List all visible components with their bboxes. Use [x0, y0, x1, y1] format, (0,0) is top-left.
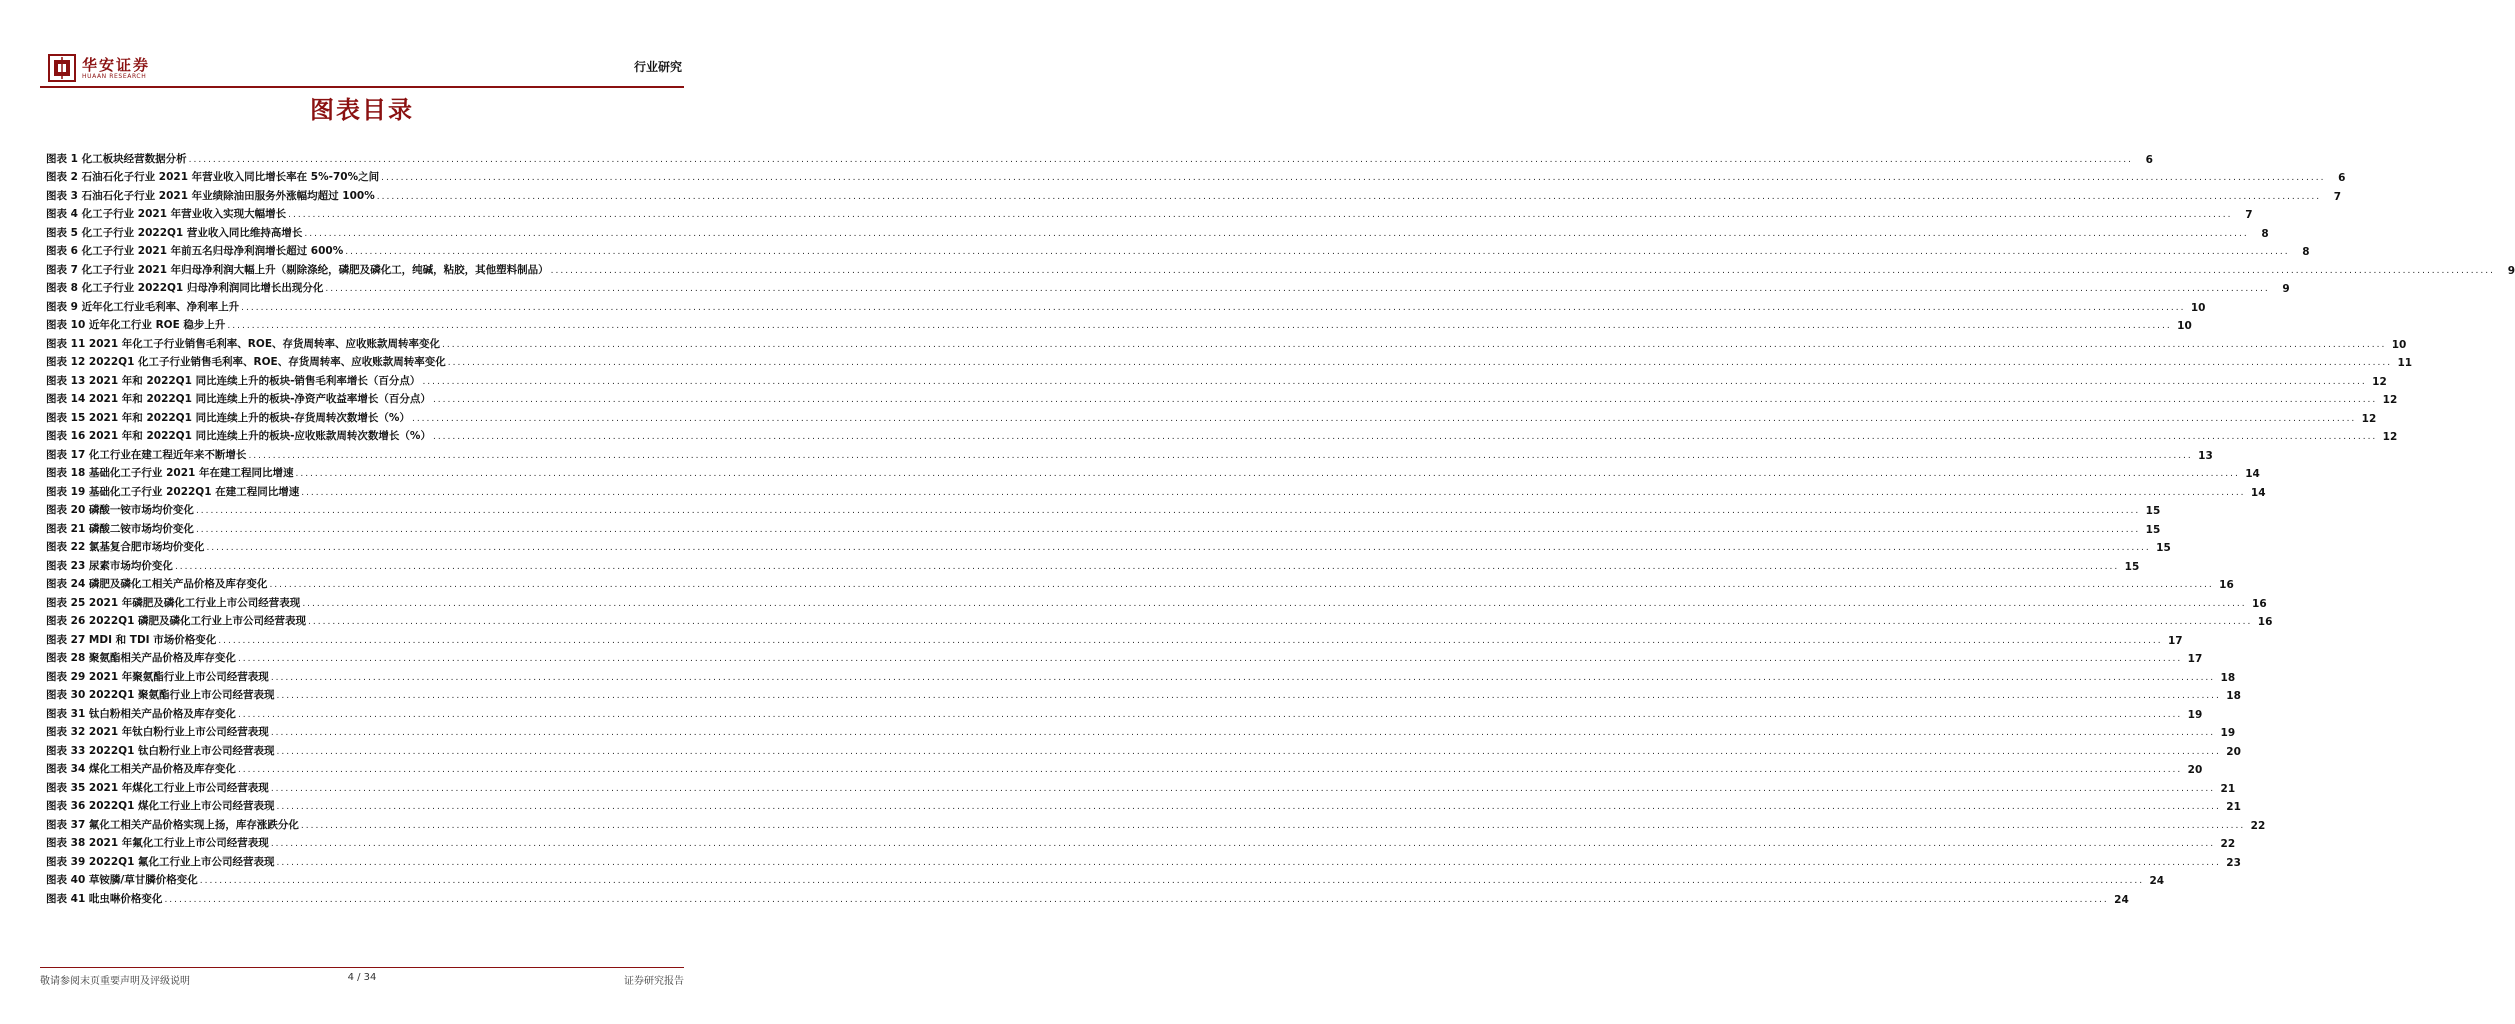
- toc-entry[interactable]: [46, 499, 2161, 518]
- toc-leader-dots: ................................................................................................................................................................................................................................................................................................................................................................................................................: [300, 820, 2246, 831]
- toc-entry-page: 21: [2220, 782, 2236, 795]
- toc-leader-dots: ................................................................................................................................................................................................................................................................................................................................................................................................................: [270, 783, 2216, 794]
- toc-entry[interactable]: [46, 665, 2236, 684]
- toc-entry-page: 7: [2333, 190, 2342, 203]
- toc-entry[interactable]: [46, 147, 2153, 166]
- toc-entry[interactable]: [46, 295, 2206, 314]
- toc-entry-label: 图表 20 磷酸一铵市场均价变化: [46, 504, 194, 516]
- seal-icon: [48, 54, 76, 82]
- toc-leader-dots: ................................................................................................................................................................................................................................................................................................................................................................................................................: [218, 635, 2163, 646]
- toc-leader-dots: ................................................................................................................................................................................................................................................................................................................................................................................................................: [301, 487, 2246, 498]
- toc-entry-label: 图表 38 2021 年氟化工行业上市公司经营表现: [46, 837, 269, 849]
- toc-entry-page: 20: [2226, 745, 2241, 758]
- toc-entry-page: 6: [2145, 153, 2153, 166]
- header-divider: [40, 86, 684, 88]
- toc-entry-label: 图表 40 草铵膦/草甘膦价格变化: [46, 874, 198, 886]
- toc-entry-page: 16: [2257, 616, 2273, 628]
- toc-entry-page: 22: [2220, 838, 2236, 850]
- toc-leader-dots: ................................................................................................................................................................................................................................................................................................................................................................................................................: [550, 265, 2495, 276]
- toc-entry-label: 图表 31 钛白粉相关产品价格及库存变化: [46, 707, 236, 720]
- toc-entry[interactable]: [46, 610, 2273, 629]
- toc-entry-label: 图表 12 2022Q1 化工子行业销售毛利率、ROE、存货周转率、应收账款周转率变化: [46, 356, 446, 368]
- toc-entry-page: 9: [2282, 283, 2290, 295]
- toc-entry[interactable]: [46, 480, 2266, 499]
- toc-entry[interactable]: [46, 221, 2269, 240]
- toc-entry-label: 图表 15 2021 年和 2022Q1 同比连续上升的板块-存货周转次数增长（%）: [46, 411, 410, 424]
- toc-entry-page: 16: [2219, 579, 2234, 591]
- toc-entry-page: 15: [2156, 542, 2171, 554]
- toc-entry-page: 15: [2145, 523, 2161, 536]
- toc-entry-label: 图表 23 尿素市场均价变化: [46, 559, 173, 572]
- toc-leader-dots: ................................................................................................................................................................................................................................................................................................................................................................................................................: [288, 210, 2233, 220]
- toc-leader-dots: ................................................................................................................................................................................................................................................................................................................................................................................................................: [325, 284, 2270, 294]
- toc-entry-page: 12: [2361, 412, 2377, 425]
- toc-entry-page: 15: [2124, 560, 2140, 573]
- toc-entry[interactable]: [46, 351, 2413, 370]
- toc-entry-page: 9: [2507, 264, 2515, 277]
- toc-entry-label: 图表 34 煤化工相关产品价格及库存变化: [46, 763, 236, 775]
- toc-leader-dots: ................................................................................................................................................................................................................................................................................................................................................................................................................: [164, 894, 2109, 905]
- toc-leader-dots: ................................................................................................................................................................................................................................................................................................................................................................................................................: [376, 191, 2322, 202]
- toc-leader-dots: ................................................................................................................................................................................................................................................................................................................................................................................................................: [241, 302, 2186, 313]
- toc-entry[interactable]: [46, 184, 2342, 203]
- toc-entry-label: 图表 2 石油石化子行业 2021 年营业收入同比增长率在 5%-70%之间: [46, 171, 380, 183]
- toc-entry-label: 图表 18 基础化工子行业 2021 年在建工程同比增速: [46, 467, 294, 479]
- toc-entry-page: 8: [2302, 246, 2310, 258]
- toc-leader-dots: ................................................................................................................................................................................................................................................................................................................................................................................................................: [432, 395, 2378, 405]
- toc-entry-label: 图表 6 化工子行业 2021 年前五名归母净利润增长超过 600%: [46, 245, 344, 257]
- toc-entry-page: 12: [2382, 394, 2398, 406]
- toc-entry-label: 图表 27 MDI 和 TDI 市场价格变化: [46, 633, 217, 646]
- toc-entry-label: 图表 35 2021 年煤化工行业上市公司经营表现: [46, 781, 269, 794]
- brand-name-en: HUAAN RESEARCH: [82, 73, 147, 80]
- toc-entry[interactable]: [46, 887, 2129, 906]
- report-category: 行业研究: [633, 60, 682, 74]
- toc-entry[interactable]: [46, 369, 2387, 388]
- toc-entry-label: 图表 19 基础化工子行业 2022Q1 在建工程同比增速: [46, 485, 300, 498]
- toc-entry-page: 15: [2145, 505, 2161, 517]
- toc-entry[interactable]: [46, 813, 2266, 832]
- toc-entry-page: 20: [2187, 764, 2203, 776]
- toc-entry[interactable]: [46, 647, 2203, 666]
- toc-entry-label: 图表 9 近年化工行业毛利率、净利率上升: [46, 300, 240, 313]
- toc-entry-label: 图表 36 2022Q1 煤化工行业上市公司经营表现: [46, 800, 275, 812]
- toc-entry-page: 23: [2226, 856, 2241, 869]
- toc-entry-page: 24: [2149, 875, 2165, 887]
- toc-leader-dots: ................................................................................................................................................................................................................................................................................................................................................................................................................: [237, 654, 2183, 664]
- toc-entry[interactable]: [46, 573, 2234, 592]
- toc-leader-dots: ................................................................................................................................................................................................................................................................................................................................................................................................................: [206, 543, 2151, 553]
- toc-entry-page: 12: [2382, 431, 2398, 443]
- toc-leader-dots: ................................................................................................................................................................................................................................................................................................................................................................................................................: [270, 839, 2216, 849]
- toc-leader-dots: ................................................................................................................................................................................................................................................................................................................................................................................................................: [302, 598, 2247, 609]
- toc-entry-page: 12: [2372, 375, 2387, 388]
- toc-entry[interactable]: [46, 591, 2267, 610]
- toc-entry-label: 图表 25 2021 年磷肥及磷化工行业上市公司经营表现: [46, 596, 301, 609]
- toc-leader-dots: ................................................................................................................................................................................................................................................................................................................................................................................................................: [381, 173, 2326, 183]
- toc-entry[interactable]: [46, 776, 2236, 795]
- toc-entry[interactable]: [46, 869, 2165, 888]
- toc-entry-label: 图表 26 2022Q1 磷肥及磷化工行业上市公司经营表现: [46, 615, 307, 627]
- toc-entry-page: 18: [2220, 671, 2236, 684]
- toc-entry-page: 10: [2190, 301, 2206, 314]
- toc-leader-dots: ................................................................................................................................................................................................................................................................................................................................................................................................................: [276, 857, 2221, 868]
- toc-leader-dots: ................................................................................................................................................................................................................................................................................................................................................................................................................: [295, 469, 2240, 479]
- disclaimer-note: 敬请参阅末页重要声明及评级说明: [40, 976, 190, 987]
- toc-entry[interactable]: [46, 702, 2203, 721]
- toc-entry-label: 图表 16 2021 年和 2022Q1 同比连续上升的板块-应收账款周转次数增长（%）: [46, 430, 431, 442]
- toc-leader-dots: ................................................................................................................................................................................................................................................................................................................................................................................................................: [195, 506, 2141, 516]
- toc-entry-page: 10: [2177, 320, 2192, 332]
- toc-entry-page: 16: [2252, 597, 2267, 610]
- toc-entry-label: 图表 14 2021 年和 2022Q1 同比连续上升的板块-净资产收益率增长（百分点）: [46, 393, 431, 405]
- toc-leader-dots: ................................................................................................................................................................................................................................................................................................................................................................................................................: [422, 376, 2367, 387]
- toc-entry-page: 24: [2114, 893, 2129, 906]
- page-number: 4 / 34: [347, 972, 377, 983]
- toc-leader-dots: ................................................................................................................................................................................................................................................................................................................................................................................................................: [276, 802, 2221, 812]
- toc-entry[interactable]: [46, 758, 2203, 777]
- toc-entry[interactable]: [46, 628, 2183, 647]
- toc-entry-page: 11: [2397, 357, 2413, 369]
- toc-entry-label: 图表 8 化工子行业 2022Q1 归母净利润同比增长出现分化: [46, 282, 324, 294]
- toc-entry-label: 图表 30 2022Q1 聚氨酯行业上市公司经营表现: [46, 689, 275, 701]
- toc-leader-dots: ................................................................................................................................................................................................................................................................................................................................................................................................................: [174, 561, 2120, 572]
- toc-entry[interactable]: [46, 832, 2236, 851]
- toc-leader-dots: ................................................................................................................................................................................................................................................................................................................................................................................................................: [188, 154, 2133, 165]
- toc-entry-page: 17: [2187, 653, 2203, 665]
- toc-leader-dots: ................................................................................................................................................................................................................................................................................................................................................................................................................: [304, 228, 2249, 239]
- toc-leader-dots: ................................................................................................................................................................................................................................................................................................................................................................................................................: [447, 358, 2393, 368]
- figure-list: [46, 147, 2515, 906]
- brand-name-cn: 华安证券: [82, 56, 151, 74]
- toc-entry-label: 图表 24 磷肥及磷化工相关产品价格及库存变化: [46, 578, 268, 590]
- toc-leader-dots: ................................................................................................................................................................................................................................................................................................................................................................................................................: [237, 765, 2183, 775]
- page-title: 图表目录: [310, 96, 414, 124]
- toc-entry-page: 14: [2250, 486, 2266, 499]
- toc-entry-page: 22: [2250, 819, 2266, 832]
- toc-entry-page: 17: [2167, 634, 2183, 647]
- toc-entry[interactable]: [46, 517, 2161, 536]
- toc-leader-dots: ................................................................................................................................................................................................................................................................................................................................................................................................................: [199, 876, 2145, 886]
- toc-entry-label: 图表 21 磷酸二铵市场均价变化: [46, 522, 194, 535]
- toc-entry[interactable]: [46, 850, 2241, 869]
- toc-entry[interactable]: [46, 739, 2241, 758]
- toc-entry[interactable]: [46, 332, 2407, 351]
- toc-leader-dots: ................................................................................................................................................................................................................................................................................................................................................................................................................: [442, 339, 2387, 350]
- toc-entry[interactable]: [46, 462, 2260, 481]
- toc-entry[interactable]: [46, 203, 2253, 222]
- toc-entry-label: 图表 4 化工子行业 2021 年营业收入实现大幅增长: [46, 208, 287, 220]
- toc-leader-dots: ................................................................................................................................................................................................................................................................................................................................................................................................................: [276, 746, 2221, 757]
- toc-leader-dots: ................................................................................................................................................................................................................................................................................................................................................................................................................: [308, 617, 2253, 627]
- toc-leader-dots: ................................................................................................................................................................................................................................................................................................................................................................................................................: [411, 413, 2357, 424]
- toc-entry[interactable]: [46, 795, 2241, 814]
- toc-entry-label: 图表 39 2022Q1 氟化工行业上市公司经营表现: [46, 855, 275, 868]
- toc-entry[interactable]: [46, 425, 2398, 444]
- toc-leader-dots: ................................................................................................................................................................................................................................................................................................................................................................................................................: [248, 450, 2193, 461]
- toc-entry-label: 图表 32 2021 年钛白粉行业上市公司经营表现: [46, 726, 269, 738]
- toc-leader-dots: ................................................................................................................................................................................................................................................................................................................................................................................................................: [227, 321, 2172, 331]
- toc-leader-dots: ................................................................................................................................................................................................................................................................................................................................................................................................................: [270, 672, 2216, 683]
- toc-entry-page: 10: [2391, 338, 2407, 351]
- toc-entry-page: 21: [2226, 801, 2241, 813]
- toc-entry-page: 19: [2187, 708, 2203, 721]
- toc-leader-dots: ................................................................................................................................................................................................................................................................................................................................................................................................................: [270, 728, 2216, 738]
- toc-entry[interactable]: [46, 277, 2290, 296]
- toc-entry-page: 19: [2220, 727, 2236, 739]
- toc-entry-page: 14: [2245, 468, 2260, 480]
- toc-entry-label: 图表 10 近年化工行业 ROE 稳步上升: [46, 319, 226, 331]
- toc-entry-label: 图表 5 化工子行业 2022Q1 营业收入同比维持高增长: [46, 226, 303, 239]
- toc-entry[interactable]: [46, 314, 2192, 333]
- toc-entry[interactable]: [46, 240, 2310, 259]
- toc-leader-dots: ................................................................................................................................................................................................................................................................................................................................................................................................................: [269, 580, 2214, 590]
- toc-entry-label: 图表 17 化工行业在建工程近年来不断增长: [46, 448, 247, 461]
- toc-entry[interactable]: [46, 684, 2241, 703]
- toc-entry-page: 6: [2338, 172, 2346, 184]
- toc-entry-label: 图表 37 氟化工相关产品价格实现上扬，库存涨跌分化: [46, 818, 299, 831]
- toc-entry-label: 图表 7 化工子行业 2021 年归母净利润大幅上升（剔除涤纶，磷肥及磷化工，纯碱，粘胶，其他塑料制品）: [46, 263, 549, 276]
- toc-entry-page: 7: [2245, 209, 2253, 221]
- toc-entry-label: 图表 1 化工板块经营数据分析: [46, 152, 187, 165]
- toc-entry[interactable]: [46, 388, 2398, 407]
- toc-entry-label: 图表 29 2021 年聚氨酯行业上市公司经营表现: [46, 670, 269, 683]
- toc-entry-page: 13: [2198, 449, 2213, 462]
- toc-entry-label: 图表 13 2021 年和 2022Q1 同比连续上升的板块-销售毛利率增长（百分点）: [46, 374, 421, 387]
- toc-leader-dots: ................................................................................................................................................................................................................................................................................................................................................................................................................: [345, 247, 2290, 257]
- toc-entry-label: 图表 11 2021 年化工子行业销售毛利率、ROE、存货周转率、应收账款周转率变化: [46, 337, 440, 350]
- toc-entry-label: 图表 33 2022Q1 钛白粉行业上市公司经营表现: [46, 744, 275, 757]
- toc-entry[interactable]: [46, 406, 2377, 425]
- toc-leader-dots: ................................................................................................................................................................................................................................................................................................................................................................................................................: [432, 432, 2378, 442]
- toc-entry[interactable]: [46, 536, 2171, 555]
- toc-entry-label: 图表 3 石油石化子行业 2021 年业绩除油田服务外涨幅均超过 100%: [46, 189, 375, 202]
- report-type: 证券研究报告: [624, 976, 684, 987]
- toc-entry[interactable]: [46, 554, 2140, 573]
- toc-entry[interactable]: [46, 443, 2213, 462]
- footer-divider: [40, 967, 684, 968]
- toc-entry[interactable]: [46, 721, 2236, 740]
- toc-leader-dots: ................................................................................................................................................................................................................................................................................................................................................................................................................: [195, 524, 2141, 535]
- toc-entry-page: 8: [2261, 227, 2269, 240]
- toc-entry-page: 18: [2226, 690, 2241, 702]
- toc-entry[interactable]: [46, 166, 2346, 185]
- toc-entry[interactable]: [46, 258, 2515, 277]
- toc-entry-label: 图表 22 氯基复合肥市场均价变化: [46, 541, 205, 553]
- toc-entry-label: 图表 28 聚氨酯相关产品价格及库存变化: [46, 652, 236, 664]
- toc-leader-dots: ................................................................................................................................................................................................................................................................................................................................................................................................................: [237, 709, 2183, 720]
- brand-logo: [48, 54, 188, 88]
- toc-leader-dots: ................................................................................................................................................................................................................................................................................................................................................................................................................: [276, 691, 2221, 701]
- toc-entry-label: 图表 41 吡虫啉价格变化: [46, 892, 163, 905]
